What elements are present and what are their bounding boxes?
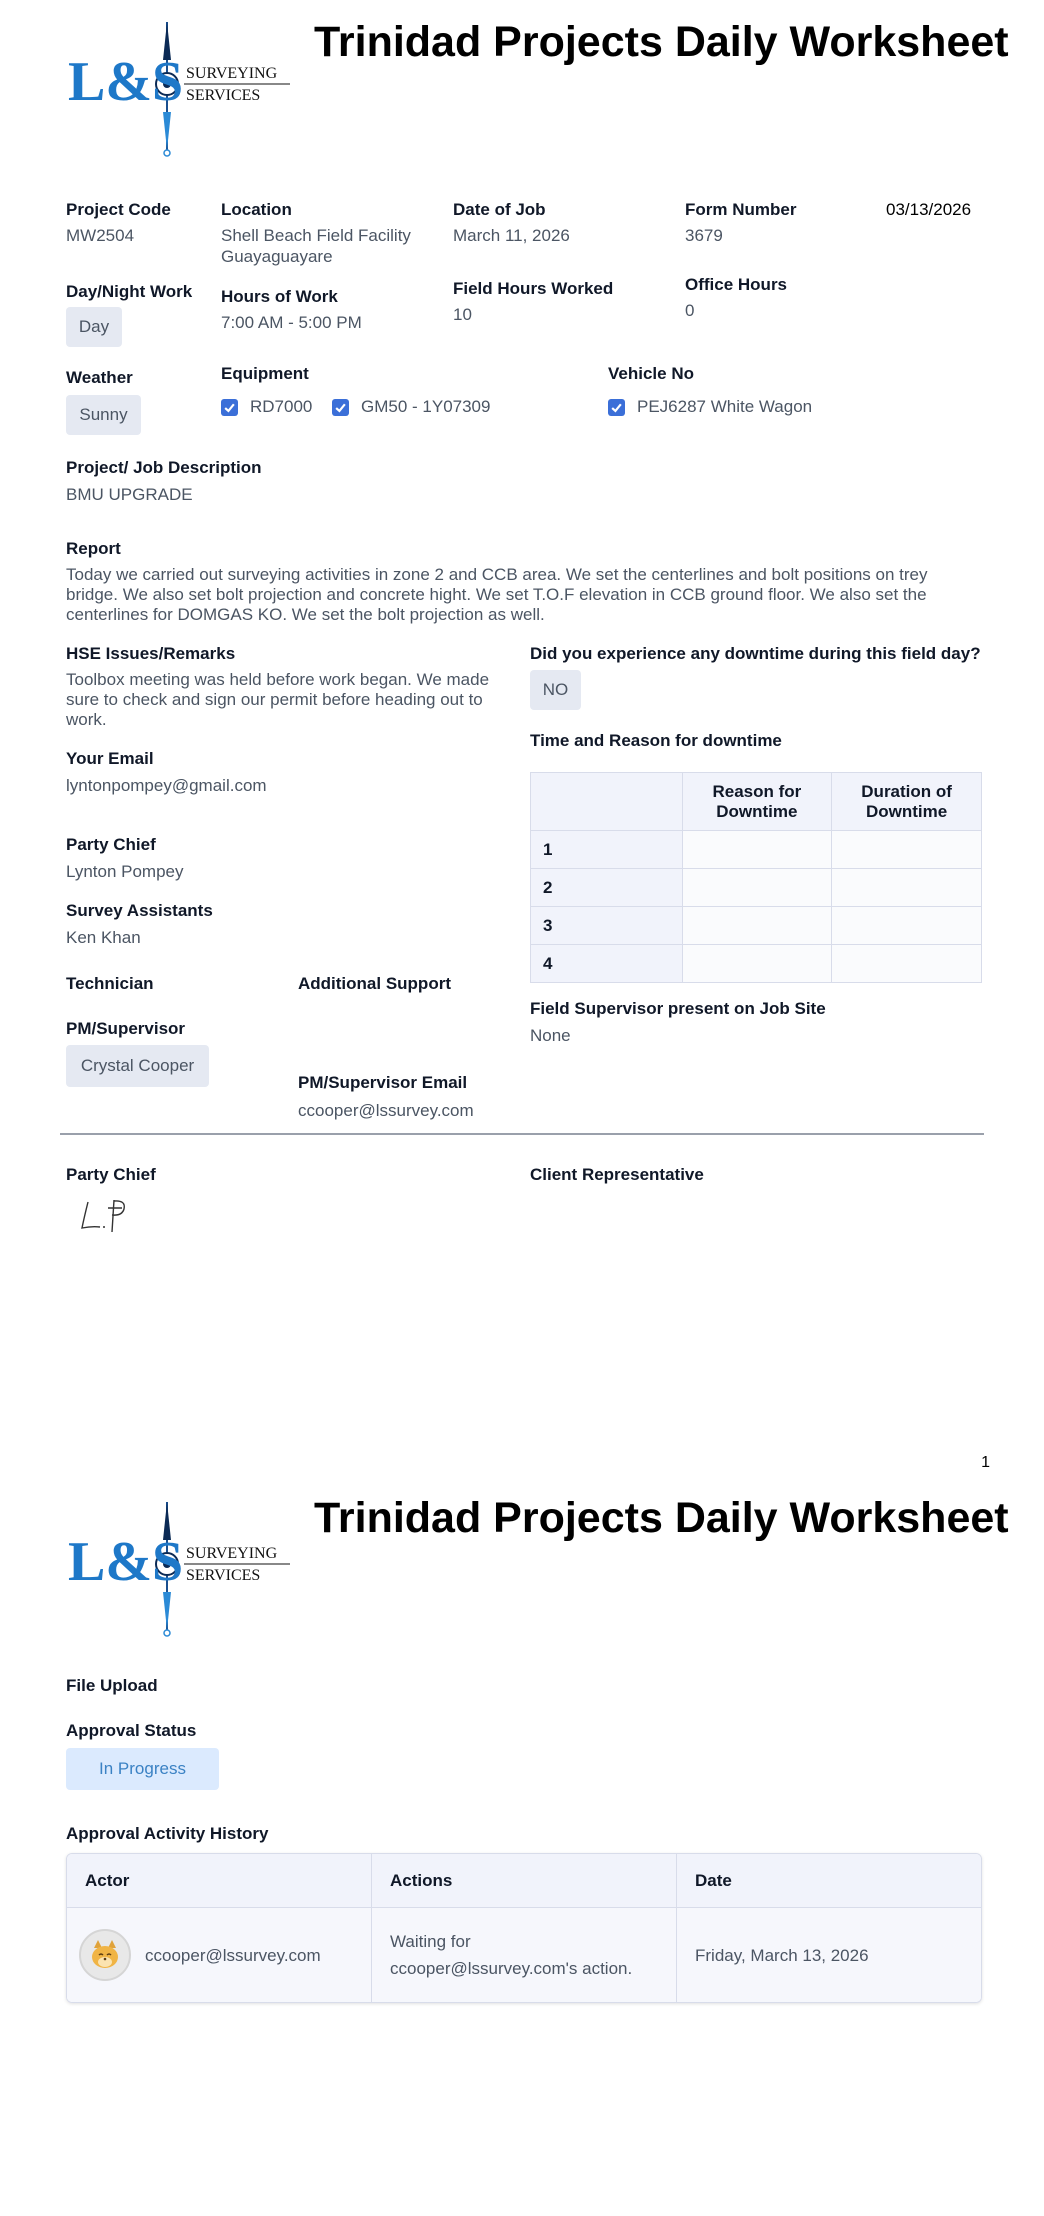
downtime-question-label: Did you experience any downtime during this field day? bbox=[530, 644, 981, 663]
pm-supervisor-label: PM/Supervisor bbox=[66, 1019, 186, 1038]
pm-email-label: PM/Supervisor Email bbox=[298, 1073, 468, 1092]
row-number: 2 bbox=[531, 869, 683, 907]
equipment-item-label: GM50 - 1Y07309 bbox=[361, 397, 491, 416]
checkbox-checked-icon bbox=[221, 399, 238, 416]
weather-label: Weather bbox=[66, 368, 133, 387]
party-chief-label: Party Chief bbox=[66, 835, 156, 854]
signature-image bbox=[78, 1196, 138, 1236]
table-header-reason: Reason for Downtime bbox=[682, 773, 832, 831]
duration-cell[interactable] bbox=[832, 831, 982, 869]
row-number: 1 bbox=[531, 831, 683, 869]
survey-assistants-value: Ken Khan bbox=[66, 928, 141, 947]
day-night-value: Day bbox=[66, 307, 122, 347]
approval-status-label: Approval Status bbox=[66, 1721, 197, 1740]
svg-text:SERVICES: SERVICES bbox=[186, 1567, 261, 1584]
checkbox-checked-icon bbox=[332, 399, 349, 416]
project-code-label: Project Code bbox=[66, 200, 171, 219]
hours-of-work-label: Hours of Work bbox=[221, 287, 338, 306]
form-number-label: Form Number bbox=[685, 200, 797, 219]
date-of-job-label: Date of Job bbox=[453, 200, 546, 219]
col-actor: Actor bbox=[67, 1854, 372, 1908]
table-header-row bbox=[67, 1854, 981, 1908]
duration-cell[interactable] bbox=[832, 907, 982, 945]
form-number-value: 3679 bbox=[685, 226, 723, 245]
checkbox-checked-icon bbox=[608, 399, 625, 416]
signature-client-rep-label: Client Representative bbox=[530, 1165, 704, 1184]
technician-label: Technician bbox=[66, 974, 154, 993]
hse-line: sure to check and sign our permit before heading out to bbox=[66, 690, 483, 709]
svg-text:SERVICES: SERVICES bbox=[186, 87, 261, 104]
party-chief-value: Lynton Pompey bbox=[66, 862, 184, 881]
office-hours-value: 0 bbox=[685, 301, 695, 320]
pm-supervisor-value: Crystal Cooper bbox=[66, 1045, 209, 1087]
cat-avatar-icon bbox=[79, 1929, 131, 1981]
location-label: Location bbox=[221, 200, 292, 219]
downtime-answer: NO bbox=[530, 670, 581, 710]
field-supervisor-label: Field Supervisor present on Job Site bbox=[530, 999, 826, 1018]
page-number: 1 bbox=[981, 1454, 990, 1471]
survey-assistants-label: Survey Assistants bbox=[66, 901, 213, 920]
svg-text:L&S: L&S bbox=[68, 1531, 184, 1593]
file-upload-label: File Upload bbox=[66, 1676, 158, 1695]
date-cell: Friday, March 13, 2026 bbox=[677, 1908, 981, 2002]
field-supervisor-value: None bbox=[530, 1026, 571, 1045]
office-hours-label: Office Hours bbox=[685, 275, 788, 294]
table-row bbox=[531, 869, 982, 907]
action-cell: Waiting for ccooper@lssurvey.com's action. bbox=[372, 1908, 677, 2002]
reason-cell[interactable] bbox=[682, 945, 832, 983]
svg-text:L&S: L&S bbox=[68, 51, 184, 113]
row-number: 4 bbox=[531, 945, 683, 983]
table-row bbox=[531, 945, 982, 983]
signature-party-chief-label: Party Chief bbox=[66, 1165, 156, 1184]
company-logo bbox=[64, 20, 294, 160]
project-code-value: MW2504 bbox=[66, 226, 135, 245]
pm-email-value: ccooper@lssurvey.com bbox=[298, 1101, 474, 1120]
equipment-item-label: RD7000 bbox=[250, 397, 313, 416]
downtime-table bbox=[530, 772, 982, 983]
hse-line: Toolbox meeting was held before work began. We made bbox=[66, 670, 490, 689]
actor-cell bbox=[67, 1908, 372, 2002]
report-label: Report bbox=[66, 539, 121, 558]
email-label: Your Email bbox=[66, 749, 154, 768]
col-date: Date bbox=[677, 1854, 981, 1908]
page-title: Trinidad Projects Daily Worksheet bbox=[314, 18, 1009, 66]
report-line: bridge. We also set bolt projection and concrete hight. We set T.O.F elevation in CCB ground floor. We also set the bbox=[66, 585, 927, 604]
svg-text:SURVEYING: SURVEYING bbox=[186, 65, 278, 82]
table-header-duration: Duration of Downtime bbox=[832, 773, 982, 831]
company-logo bbox=[64, 1500, 294, 1640]
row-number: 3 bbox=[531, 907, 683, 945]
approval-history-table bbox=[66, 1853, 982, 2003]
hours-of-work-value: 7:00 AM - 5:00 PM bbox=[221, 313, 362, 332]
print-date: 03/13/2026 bbox=[886, 200, 972, 219]
reason-cell[interactable] bbox=[682, 869, 832, 907]
divider bbox=[60, 1133, 984, 1135]
page-title: Trinidad Projects Daily Worksheet bbox=[314, 1494, 1009, 1542]
table-header-row bbox=[531, 773, 982, 831]
vehicle-item-label: PEJ6287 White Wagon bbox=[637, 397, 813, 416]
location-value-line2: Guayaguayare bbox=[221, 247, 333, 266]
report-line: Today we carried out surveying activities in zone 2 and CCB area. We set the centerlines and bolt positions on trey bbox=[66, 565, 928, 584]
hse-line: work. bbox=[66, 710, 107, 729]
field-hours-value: 10 bbox=[453, 305, 472, 324]
field-hours-label: Field Hours Worked bbox=[453, 279, 614, 298]
table-row bbox=[67, 1908, 981, 2002]
actor-email: ccooper@lssurvey.com bbox=[145, 1945, 321, 1965]
email-value: lyntonpompey@gmail.com bbox=[66, 776, 267, 795]
reason-cell[interactable] bbox=[682, 831, 832, 869]
equipment-item-gm50[interactable] bbox=[332, 397, 490, 417]
weather-value: Sunny bbox=[66, 395, 141, 435]
history-label: Approval Activity History bbox=[66, 1824, 269, 1843]
table-row bbox=[531, 907, 982, 945]
day-night-label: Day/Night Work bbox=[66, 282, 193, 301]
approval-status-badge: In Progress bbox=[66, 1748, 219, 1790]
report-line: centerlines for DOMGAS KO. We set the bolt projection as well. bbox=[66, 605, 545, 624]
date-of-job-value: March 11, 2026 bbox=[453, 226, 570, 245]
svg-text:SURVEYING: SURVEYING bbox=[186, 1545, 278, 1562]
vehicle-label: Vehicle No bbox=[608, 364, 694, 383]
duration-cell[interactable] bbox=[832, 869, 982, 907]
table-header-blank bbox=[531, 773, 683, 831]
downtime-table-label: Time and Reason for downtime bbox=[530, 731, 782, 750]
col-actions: Actions bbox=[372, 1854, 677, 1908]
reason-cell[interactable] bbox=[682, 907, 832, 945]
vehicle-item[interactable] bbox=[608, 397, 812, 417]
table-row bbox=[531, 831, 982, 869]
location-value-line1: Shell Beach Field Facility bbox=[221, 226, 411, 245]
hse-value bbox=[66, 670, 489, 730]
job-description-value: BMU UPGRADE bbox=[66, 485, 193, 504]
equipment-item-rd7000[interactable] bbox=[221, 397, 312, 417]
page-2 bbox=[0, 1480, 1044, 2216]
equipment-label: Equipment bbox=[221, 364, 309, 383]
report-value bbox=[66, 565, 927, 625]
job-description-label: Project/ Job Description bbox=[66, 458, 262, 477]
hse-label: HSE Issues/Remarks bbox=[66, 644, 236, 663]
additional-support-label: Additional Support bbox=[298, 974, 451, 993]
duration-cell[interactable] bbox=[832, 945, 982, 983]
